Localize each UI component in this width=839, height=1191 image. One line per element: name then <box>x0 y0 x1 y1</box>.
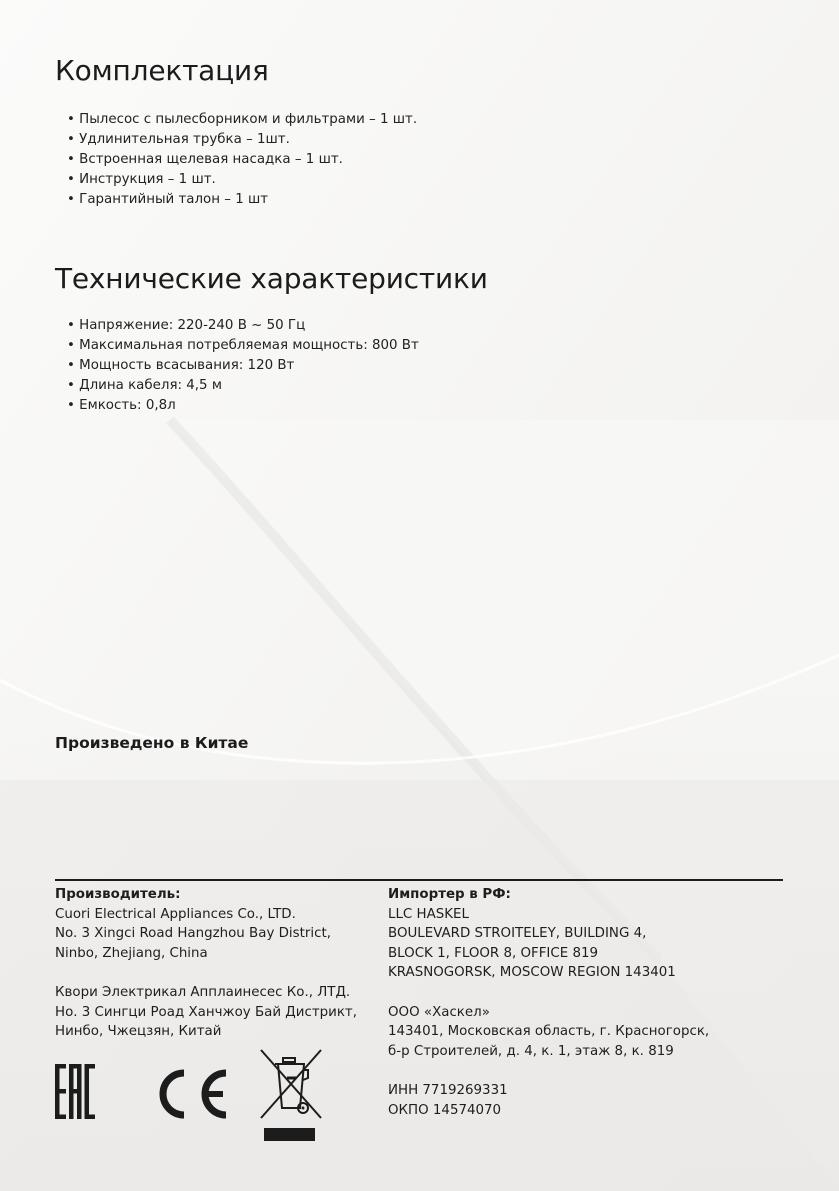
footer-divider <box>55 879 783 881</box>
importer-line-ru: 143401, Московская область, г. Красногорск, <box>388 1024 710 1040</box>
specifications-title: Технические характеристики <box>55 262 488 295</box>
ce-mark-icon <box>152 1069 230 1119</box>
package-contents-list <box>67 110 417 210</box>
specifications-section <box>55 262 488 416</box>
country-of-origin: Произведено в Китае <box>55 734 249 752</box>
manufacturer-line: No. 3 Xingci Road Hangzhou Bay District, <box>55 926 331 942</box>
list-item: • Мощность всасывания: 120 Вт <box>67 356 488 376</box>
manufacturer-block <box>55 885 357 1042</box>
importer-okpo: ОКПО 14574070 <box>388 1102 502 1118</box>
importer-line: BOULEVARD STROITELEY, BUILDING 4, <box>388 926 647 942</box>
list-item: • Удлинительная трубка – 1шт. <box>67 130 417 150</box>
importer-label: Импортер в РФ: <box>388 887 511 902</box>
package-contents-title: Комплектация <box>55 54 269 87</box>
importer-inn: ИНН 7719269331 <box>388 1082 508 1098</box>
manufacturer-line: Cuori Electrical Appliances Co., LTD. <box>55 906 296 922</box>
manufacturer-line-ru: Квори Электрикал Апплаинесес Ко., ЛТД. <box>55 984 351 1000</box>
manufacturer-line: Ninbo, Zhejiang, China <box>55 945 208 961</box>
list-item: • Инструкция – 1 шт. <box>67 170 417 190</box>
package-contents-section <box>55 54 417 210</box>
list-item: • Гарантийный талон – 1 шт <box>67 190 417 210</box>
specifications-list <box>67 316 488 416</box>
list-item: • Длина кабеля: 4,5 м <box>67 376 488 396</box>
importer-line: BLOCK 1, FLOOR 8, OFFICE 819 <box>388 945 599 961</box>
list-item: • Емкость: 0,8л <box>67 396 488 416</box>
spacer <box>388 983 709 1003</box>
spacer <box>388 1061 709 1081</box>
manufacturer-label: Производитель: <box>55 887 181 902</box>
list-item: • Пылесос с пылесборником и фильтрами – 1 шт. <box>67 110 417 130</box>
importer-line: KRASNOGORSK, MOSCOW REGION 143401 <box>388 965 676 981</box>
eac-mark-icon <box>55 1064 95 1124</box>
manufacturer-line-ru: Но. 3 Сингци Роад Ханчжоу Бай Дистрикт, <box>55 1004 357 1020</box>
list-item: • Максимальная потребляемая мощность: 800 Вт <box>67 336 488 356</box>
importer-line-ru: ООО «Хаскел» <box>388 1004 490 1020</box>
list-item: • Напряжение: 220-240 В ~ 50 Гц <box>67 316 488 336</box>
list-item: • Встроенная щелевая насадка – 1 шт. <box>67 150 417 170</box>
importer-line: LLC HASKEL <box>388 906 469 922</box>
spacer <box>55 963 357 983</box>
manufacturer-line-ru: Нинбо, Чжецзян, Китай <box>55 1024 222 1040</box>
weee-crossed-bin-icon <box>259 1048 325 1146</box>
importer-line-ru: б-р Строителей, д. 4, к. 1, этаж 8, к. 819 <box>388 1043 674 1059</box>
importer-block <box>388 885 709 1120</box>
